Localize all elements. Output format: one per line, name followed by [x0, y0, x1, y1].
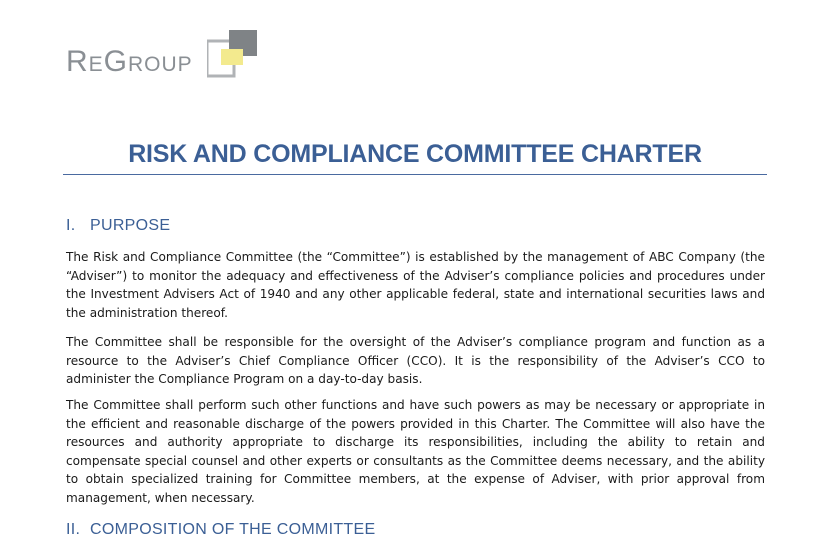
- paragraph: [66, 248, 765, 322]
- paragraph-line: The Committee shall perform such other functions and have such powers as may be necessary or appropriate in: [66, 398, 765, 412]
- section-title: PURPOSE: [90, 217, 171, 234]
- paragraph-line: the administration thereof.: [66, 305, 228, 320]
- title-underline: [63, 174, 767, 175]
- paragraph-line: administer the Compliance Program on a day-to-day basis.: [66, 372, 423, 387]
- paragraph-line: management, when necessary.: [66, 490, 255, 505]
- paragraph: [66, 333, 765, 389]
- logo-squares-icon: [207, 30, 257, 78]
- paragraph: [66, 396, 765, 508]
- logo-wordmark: ReGroup: [66, 45, 193, 78]
- paragraph-line: resource to the Adviser’s Chief Compliance Officer (CCO). It is the responsibility of the Adviser’s CCO to: [66, 353, 765, 368]
- section-heading-purpose: [66, 217, 170, 235]
- section-number: II.: [66, 521, 81, 538]
- paragraph-line: “Adviser”) to monitor the adequacy and effectiveness of the Adviser’s compliance policies and procedures under: [66, 268, 765, 283]
- paragraph-line: to obtain specialized training for Committee members, at the expense of Adviser, with prior approval from: [66, 472, 765, 487]
- section-heading-composition: [66, 521, 375, 539]
- paragraph-line: the Investment Advisers Act of 1940 and any other applicable federal, state and international securities laws and: [66, 287, 765, 302]
- paragraph-line: The Committee shall be responsible for the oversight of the Adviser’s compliance program and function as a: [66, 335, 765, 349]
- paragraph-line: compensate special counsel and other experts or consultants as the Committee deems necessary, and the ability: [66, 453, 765, 468]
- regroup-logo: [66, 30, 266, 78]
- paragraph-line: The Risk and Compliance Committee (the “Committee”) is established by the management of ABC Company (the: [66, 250, 765, 264]
- paragraph-line: the efficient and reasonable discharge of the powers provided in this Charter. The Committee will also have the: [66, 416, 765, 431]
- section-title: COMPOSITION OF THE COMMITTEE: [90, 521, 376, 538]
- paragraph-line: resources and authority appropriate to discharge its responsibilities, including the ability to retain and: [66, 435, 765, 450]
- document-title: RISK AND COMPLIANCE COMMITTEE CHARTER: [128, 140, 702, 168]
- section-number: I.: [66, 217, 76, 234]
